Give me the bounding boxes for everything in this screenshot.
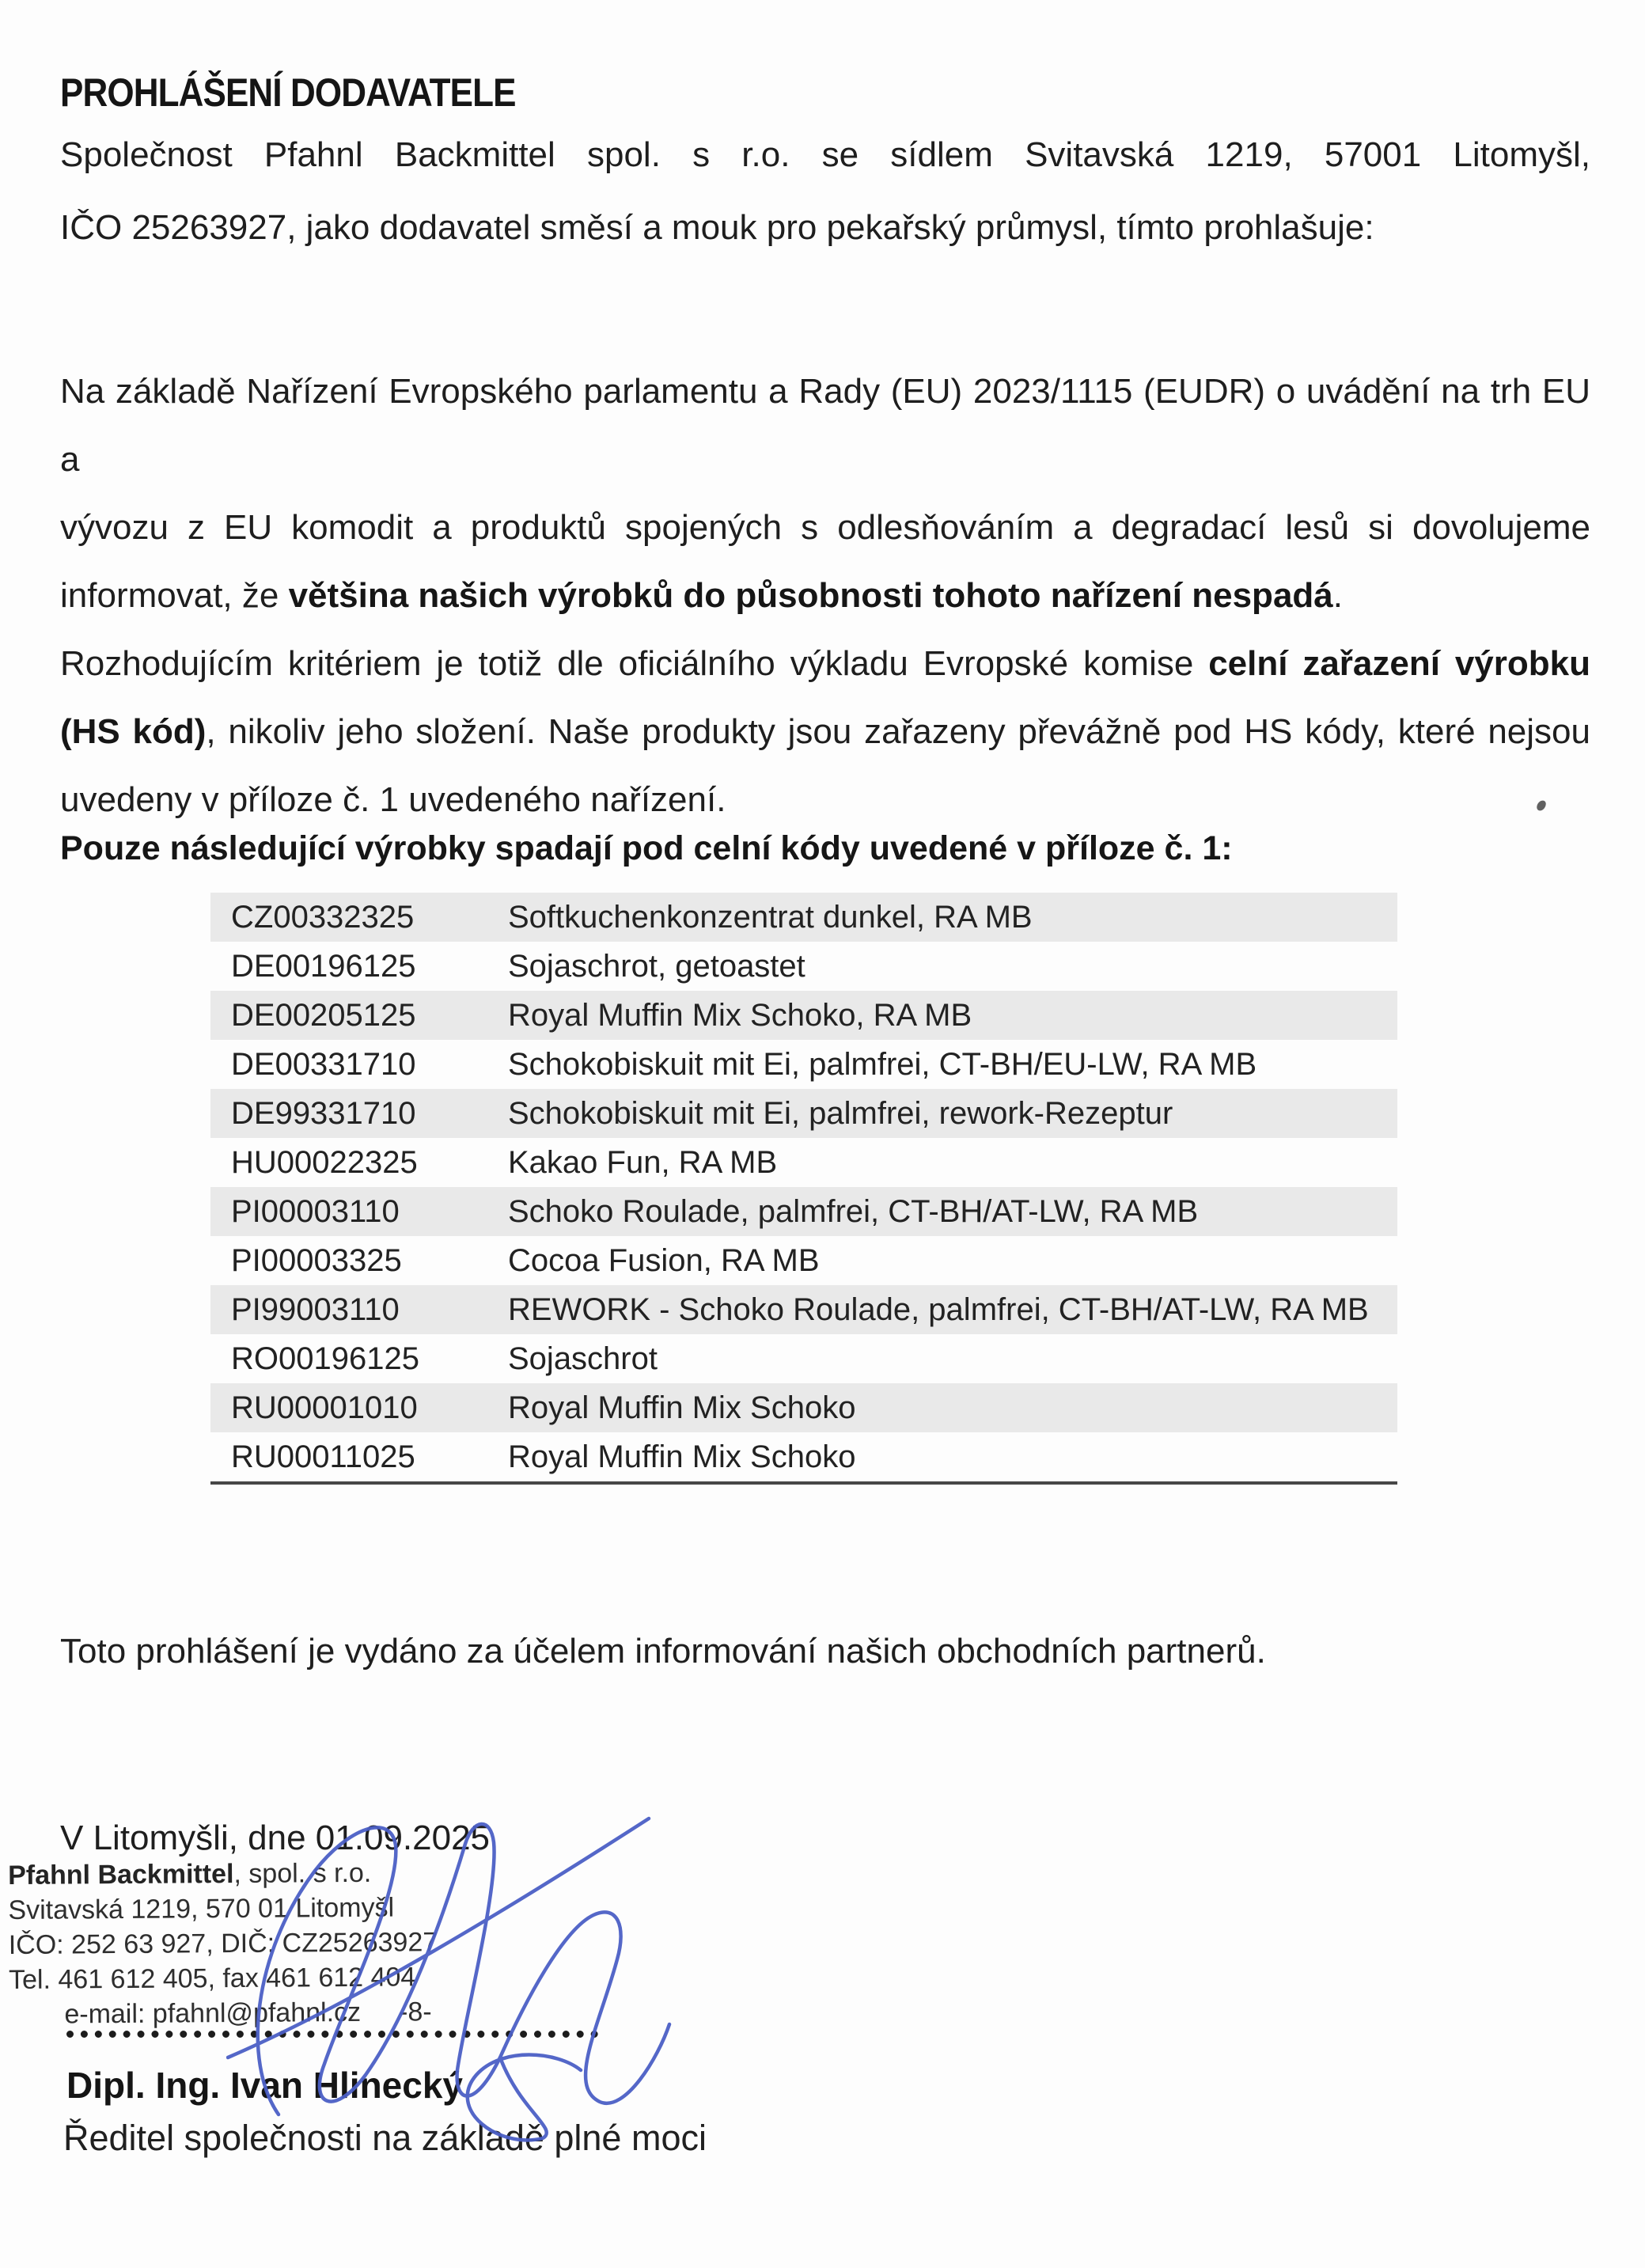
stamp-ids-line: IČO: 252 63 927, DIČ: CZ25263927 [8, 1927, 438, 1960]
stamp-company-name: Pfahnl Backmittel [8, 1859, 234, 1891]
purpose-paragraph: Toto prohlášení je vydáno za účelem informování našich obchodních partnerů. [60, 1632, 1266, 1671]
table-row [210, 1040, 1397, 1089]
table-row [210, 1285, 1397, 1334]
product-name: Royal Muffin Mix Schoko [508, 1439, 856, 1474]
signature-stroke-tail [468, 2055, 581, 2141]
table-row [210, 1089, 1397, 1138]
product-name: Schokobiskuit mit Ei, palmfrei, CT-BH/EU-LW, RA MB [508, 1046, 1257, 1082]
date-line: V Litomyšli, dne 01.09.2025 [60, 1819, 491, 1857]
text-line: IČO 25263927, jako dodavatel směsí a mouk pro pekařský průmysl, tímto prohlašuje: [60, 208, 1374, 247]
table-row [210, 1187, 1397, 1236]
eudr-paragraph [60, 358, 1590, 630]
product-name: Schokobiskuit mit Ei, palmfrei, rework-Rezeptur [508, 1095, 1173, 1131]
table-row [210, 1334, 1397, 1383]
text-line: Rozhodujícím kritériem je totiž dle oficiálního výkladu Evropské komise celní zařazení výrobku [60, 644, 1590, 683]
product-code: PI00003325 [231, 1242, 402, 1278]
stamp-address-line: Svitavská 1219, 570 01 Litomyšl [8, 1892, 395, 1925]
product-code: RU00001010 [231, 1390, 418, 1425]
product-code: CZ00332325 [231, 899, 415, 935]
table-row [210, 942, 1397, 991]
hs-code-paragraph [60, 630, 1590, 834]
text-line: Společnost Pfahnl Backmittel spol. s r.o. se sídlem Svitavská 1219, 57001 Litomyšl, [60, 135, 1590, 174]
product-name: REWORK - Schoko Roulade, palmfrei, CT-BH/AT-LW, RA MB [508, 1291, 1369, 1327]
text-line: informovat, že většina našich výrobků do působnosti tohoto nařízení nespadá. [60, 576, 1343, 615]
product-name: Cocoa Fusion, RA MB [508, 1242, 820, 1278]
signer-role: Ředitel společnosti na základě plné moci [63, 2118, 707, 2158]
product-code: HU00022325 [231, 1144, 418, 1180]
table-row [210, 1383, 1397, 1432]
product-code: DE99331710 [231, 1095, 416, 1131]
product-name: Schoko Roulade, palmfrei, CT-BH/AT-LW, RA MB [508, 1193, 1199, 1229]
stamp-page-mark: -8- [398, 1997, 432, 2027]
product-code: DE00331710 [231, 1046, 416, 1082]
signer-name: Dipl. Ing. Ivan Hlinecký [66, 2065, 464, 2106]
page-title: PROHLÁŠENÍ DODAVATELE [60, 70, 516, 115]
table-row [210, 991, 1397, 1040]
stamp-email: e-mail: pfahnl@pfahnl.cz [64, 1997, 362, 2030]
table-row [210, 1138, 1397, 1187]
product-name: Sojaschrot, getoastet [508, 948, 805, 984]
signature-stroke-main [258, 1824, 669, 2114]
product-code: RO00196125 [231, 1341, 419, 1376]
stamp-phones-line: Tel. 461 612 405, fax 461 612 404 [8, 1962, 416, 1995]
table-heading: Pouze následující výrobky spadají pod celní kódy uvedené v příloze č. 1: [60, 829, 1233, 867]
text-line: uvedeny v příloze č. 1 uvedeného nařízení. [60, 780, 726, 819]
intro-paragraph [60, 119, 1590, 264]
product-name: Royal Muffin Mix Schoko, RA MB [508, 997, 972, 1033]
product-code: DE00196125 [231, 948, 416, 984]
product-name: Softkuchenkonzentrat dunkel, RA MB [508, 899, 1033, 935]
text-line: Na základě Nařízení Evropského parlamentu a Rady (EU) 2023/1115 (EUDR) o uvádění na trh EU a [60, 372, 1590, 479]
product-code: RU00011025 [231, 1439, 415, 1474]
product-table [210, 893, 1397, 1485]
table-row [210, 1432, 1397, 1481]
product-code: PI00003110 [231, 1193, 400, 1229]
product-name: Royal Muffin Mix Schoko [508, 1390, 856, 1425]
stamp-company-suffix: , spol. s r.o. [233, 1857, 372, 1890]
text-line: vývozu z EU komodit a produktů spojených s odlesňováním a degradací lesů si dovolujeme [60, 508, 1590, 547]
table-row [210, 1236, 1397, 1285]
signature-ink-icon [226, 1796, 685, 2145]
product-name: Sojaschrot [508, 1341, 658, 1376]
product-code: PI99003110 [231, 1291, 400, 1327]
signature-stroke-cross [228, 1819, 649, 2058]
product-code: DE00205125 [231, 997, 416, 1033]
text-line: (HS kód), nikoliv jeho složení. Naše produkty jsou zařazeny převážně pod HS kódy, které nejsou [60, 712, 1590, 751]
body-paragraphs [60, 358, 1590, 834]
table-row [210, 893, 1397, 942]
product-name: Kakao Fun, RA MB [508, 1144, 778, 1180]
